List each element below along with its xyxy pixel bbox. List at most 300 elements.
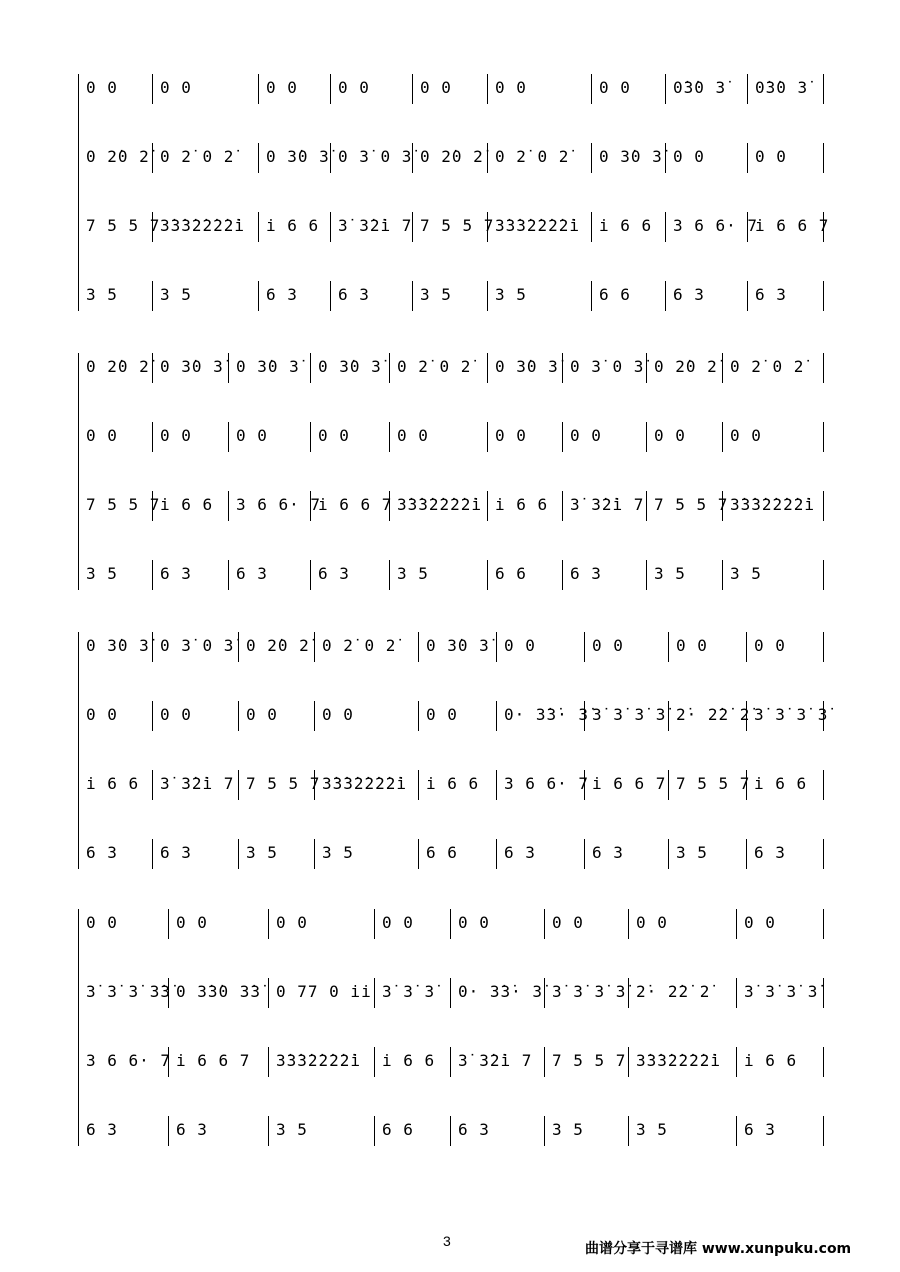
note-group: 0 0 <box>730 426 762 445</box>
note-group: 3 5 <box>636 1120 668 1139</box>
note-group: 0 0 <box>755 147 787 166</box>
bar-line <box>544 909 545 939</box>
measure <box>418 833 496 873</box>
measure <box>450 1110 544 1150</box>
note-group: i 6 6 <box>160 495 214 514</box>
note-group: 3̇ 3̇ 3̇ 3̇3̇ <box>86 982 172 1001</box>
measure <box>487 554 562 594</box>
note-group: 3 5 <box>276 1120 308 1139</box>
note-group: 0 0 <box>673 147 705 166</box>
bar-line <box>310 560 311 590</box>
measure <box>258 206 330 246</box>
measure <box>78 275 152 315</box>
measure <box>238 833 314 873</box>
measure <box>646 416 722 456</box>
measure <box>487 485 562 525</box>
measure <box>668 764 751 804</box>
measure <box>78 347 152 387</box>
measure <box>665 68 747 108</box>
note-group: 7 5 5 7 <box>420 216 495 235</box>
bar-line <box>736 909 737 939</box>
measure <box>487 137 591 177</box>
measure <box>418 626 496 666</box>
measure <box>584 833 668 873</box>
bar-line <box>628 909 629 939</box>
measure <box>389 347 487 387</box>
bar-line <box>152 422 153 452</box>
note-group: 6 3 <box>673 285 705 304</box>
bar-line-end <box>823 978 824 1008</box>
note-group: 3̇ 3̇ 3̇ 3̇ <box>744 982 819 1001</box>
bar-line <box>152 839 153 869</box>
note-group: 7 5 5 7 <box>86 216 161 235</box>
bar-line <box>412 212 413 242</box>
bar-line <box>330 74 331 104</box>
bar-line-end <box>823 560 824 590</box>
measure <box>152 137 258 177</box>
note-group: 6 3 <box>160 564 192 583</box>
bar-line-end <box>823 281 824 311</box>
bar-line <box>668 770 669 800</box>
measure <box>78 695 152 735</box>
measure <box>665 137 747 177</box>
measure <box>584 764 668 804</box>
bar-line <box>496 632 497 662</box>
note-group: 6 6 <box>599 285 631 304</box>
bar-line <box>562 491 563 521</box>
note-group: 0 0 <box>86 78 118 97</box>
bar-line <box>374 1116 375 1146</box>
bar-line <box>487 74 488 104</box>
bar-line <box>736 978 737 1008</box>
bar-line <box>628 1047 629 1077</box>
bar-line <box>418 770 419 800</box>
measure <box>628 972 736 1012</box>
bar-line <box>238 632 239 662</box>
bar-line <box>314 632 315 662</box>
bar-line-end <box>823 909 824 939</box>
bar-line <box>314 770 315 800</box>
bar-line-end <box>823 212 824 242</box>
note-group: 0 0 <box>86 426 118 445</box>
bar-line <box>152 632 153 662</box>
note-group: 0 3̇0 3̇ <box>599 147 663 166</box>
measure <box>78 416 152 456</box>
bar-line <box>450 1047 451 1077</box>
measure <box>746 626 823 666</box>
bar-line <box>310 353 311 383</box>
bar-line <box>722 491 723 521</box>
note-group: 0 0 <box>246 705 278 724</box>
bar-line <box>418 839 419 869</box>
bar-line <box>330 281 331 311</box>
measure <box>487 347 562 387</box>
note-group: 3̇ 3̇ 3̇ 3̇ <box>754 705 829 724</box>
measure <box>496 626 584 666</box>
bar-line <box>668 701 669 731</box>
note-group: 0 0 <box>236 426 268 445</box>
note-group: 3̇3̇3̇2̇2̇2̇2̇i <box>636 1051 722 1070</box>
measure <box>314 833 418 873</box>
note-group: 3̇ 3̇ 3̇ <box>382 982 436 1001</box>
note-group: 3 5 <box>322 843 354 862</box>
note-group: i 6 6 <box>744 1051 798 1070</box>
bar-line <box>314 701 315 731</box>
measure <box>591 206 665 246</box>
note-group: 3̇ 3̇ 3̇ 3̇ <box>552 982 627 1001</box>
note-group: 0 2̇0 2̇ <box>86 357 150 376</box>
staff-row <box>78 972 823 1012</box>
measure <box>152 485 228 525</box>
bar-line <box>374 978 375 1008</box>
bar-line <box>238 701 239 731</box>
measure <box>78 485 161 525</box>
measure <box>78 1110 168 1150</box>
measure <box>374 1110 450 1150</box>
bar-line <box>747 143 748 173</box>
bar-line <box>268 978 269 1008</box>
measure <box>736 972 823 1012</box>
note-group: 6 3 <box>458 1120 490 1139</box>
bar-line <box>152 491 153 521</box>
bar-line <box>722 353 723 383</box>
measure <box>389 416 487 456</box>
note-group: 0 2̇0 2̇ <box>86 147 150 166</box>
measure <box>228 416 310 456</box>
measure <box>487 416 562 456</box>
measure <box>628 1110 736 1150</box>
note-group: 3 5 <box>552 1120 584 1139</box>
note-group: i 6 6 <box>266 216 320 235</box>
bar-line <box>450 978 451 1008</box>
bar-line <box>746 701 747 731</box>
bar-line-end <box>823 74 824 104</box>
note-group: 3 5 <box>676 843 708 862</box>
note-group: 6 3 <box>504 843 536 862</box>
measure <box>668 833 746 873</box>
note-group: 0 0 <box>276 913 308 932</box>
note-group: 3̇ 3̇2̇i 7 <box>570 495 645 514</box>
measure <box>418 764 496 804</box>
note-group: 0 0 <box>654 426 686 445</box>
bar-line-end <box>823 839 824 869</box>
measure <box>152 764 238 804</box>
bar-line <box>722 422 723 452</box>
note-group: 0 0 <box>636 913 668 932</box>
measure <box>562 416 646 456</box>
bar-line <box>152 74 153 104</box>
note-group: 0· 3̇3̇· 3̇ <box>458 982 544 1001</box>
note-group: 0 0 <box>160 426 192 445</box>
bar-line <box>668 632 669 662</box>
measure <box>152 347 228 387</box>
note-group: 0 0 <box>86 705 118 724</box>
bar-line <box>228 353 229 383</box>
measure <box>747 206 830 246</box>
bar-line <box>746 839 747 869</box>
bar-line <box>584 632 585 662</box>
note-group: 0 3̇3̇0 3̇3̇ <box>176 982 262 1001</box>
bar-line <box>562 560 563 590</box>
measure <box>746 695 829 735</box>
measure <box>747 68 823 108</box>
page-number: 3 <box>443 1233 451 1249</box>
staff-row <box>78 626 823 666</box>
measure <box>330 206 412 246</box>
bar-line <box>747 281 748 311</box>
note-group: 3̇ 3̇2̇i 7 <box>338 216 413 235</box>
bar-line <box>152 212 153 242</box>
measure <box>152 68 258 108</box>
measure <box>389 485 487 525</box>
bar-line <box>646 353 647 383</box>
bar-line <box>665 143 666 173</box>
bar-line <box>450 1116 451 1146</box>
measure <box>310 416 389 456</box>
measure <box>450 903 544 943</box>
note-group: 0 77 0 ii <box>276 982 372 1001</box>
bar-line <box>268 1047 269 1077</box>
staff-row <box>78 1041 823 1081</box>
note-group: 6 6 <box>495 564 527 583</box>
note-group: 0 0 <box>599 78 631 97</box>
measure <box>314 764 418 804</box>
note-group: 3 5 <box>86 285 118 304</box>
bar-line <box>668 839 669 869</box>
bar-line <box>228 491 229 521</box>
bar-line-end <box>823 491 824 521</box>
bar-line <box>238 770 239 800</box>
note-group: 3 5 <box>730 564 762 583</box>
bar-line <box>747 212 748 242</box>
note-group: 0 0 <box>160 78 192 97</box>
measure <box>450 1041 544 1081</box>
measure <box>591 137 665 177</box>
note-group: i 6 6 <box>426 774 480 793</box>
measure <box>665 275 747 315</box>
bar-line <box>258 281 259 311</box>
measure <box>544 903 628 943</box>
note-group: i 6 6 7 <box>176 1051 251 1070</box>
measure <box>78 1041 172 1081</box>
note-group: 3̇3̇3̇2̇2̇2̇2̇i <box>495 216 581 235</box>
note-group: 3 5 <box>160 285 192 304</box>
bar-line <box>374 909 375 939</box>
bar-line <box>584 770 585 800</box>
measure <box>736 1110 823 1150</box>
measure <box>722 485 823 525</box>
bar-line <box>746 770 747 800</box>
bar-line <box>412 143 413 173</box>
note-group: 0· 3̇3̇· 3̇ <box>504 705 590 724</box>
measure <box>268 1110 374 1150</box>
note-group: 6 3 <box>86 1120 118 1139</box>
note-group: 0 0 <box>504 636 536 655</box>
note-group: 0 2̇0 2̇ <box>420 147 484 166</box>
note-group: 3 6 6· 7 <box>504 774 590 793</box>
bar-line <box>152 560 153 590</box>
note-group: 3 5 <box>86 564 118 583</box>
note-group: 0 0 <box>426 705 458 724</box>
bar-line <box>389 422 390 452</box>
note-group: 6 3 <box>570 564 602 583</box>
measure <box>374 903 450 943</box>
measure <box>722 347 823 387</box>
bar-line <box>487 353 488 383</box>
note-group: 2̇· 2̇2̇ 2̇ <box>676 705 751 724</box>
measure <box>646 554 722 594</box>
note-group: 3̇ 3̇2̇i 7 <box>160 774 235 793</box>
measure <box>258 137 330 177</box>
measure <box>238 626 314 666</box>
note-group: 0 0 <box>176 913 208 932</box>
bar-line <box>412 74 413 104</box>
note-group: 0 0 <box>495 78 527 97</box>
note-group: 0 0 <box>495 426 527 445</box>
bar-line <box>584 701 585 731</box>
note-group: 3̇3̇3̇2̇2̇2̇2̇i <box>160 216 246 235</box>
note-group: 3̇ 3̇ 3̇ 3̇ <box>592 705 667 724</box>
measure <box>389 554 487 594</box>
bar-line <box>496 770 497 800</box>
measure <box>722 554 823 594</box>
staff-row <box>78 206 830 246</box>
bar-line <box>747 74 748 104</box>
note-group: 6 6 <box>382 1120 414 1139</box>
note-group: 0 3̇ 0 3̇ <box>160 636 235 655</box>
measure <box>168 972 268 1012</box>
measure <box>78 68 152 108</box>
note-group: 0 0 <box>397 426 429 445</box>
measure <box>562 347 646 387</box>
measure <box>747 137 823 177</box>
bar-line <box>544 978 545 1008</box>
bar-line <box>487 560 488 590</box>
note-group: 3 5 <box>420 285 452 304</box>
staff-row <box>78 833 823 873</box>
staff-row <box>78 416 823 456</box>
bar-line <box>258 143 259 173</box>
note-group: 3̇3̇3̇2̇2̇2̇2̇i <box>397 495 483 514</box>
staff-row <box>78 1110 823 1150</box>
bar-line-end <box>823 1047 824 1077</box>
bar-line-end <box>823 1116 824 1146</box>
bar-line <box>152 770 153 800</box>
measure <box>258 68 330 108</box>
note-group: 0 2̇0 2̇ <box>246 636 310 655</box>
note-group: 6 3 <box>754 843 786 862</box>
note-group: 0 2̇0 2̇ <box>654 357 718 376</box>
measure <box>487 206 591 246</box>
measure <box>152 554 228 594</box>
note-group: 0 0 <box>570 426 602 445</box>
note-group: 0 3̇ 0 3̇ <box>338 147 413 166</box>
measure <box>238 764 321 804</box>
measure <box>584 626 668 666</box>
measure <box>450 972 544 1012</box>
measure <box>152 833 238 873</box>
bar-line <box>646 560 647 590</box>
note-group: 0 2̇ 0 2̇ <box>730 357 805 376</box>
measure <box>168 1110 268 1150</box>
bar-line <box>487 491 488 521</box>
bar-line <box>591 212 592 242</box>
measure <box>544 1041 628 1081</box>
bar-line <box>228 422 229 452</box>
note-group: 2̇· 2̇2̇ 2̇ <box>636 982 711 1001</box>
bar-line <box>450 909 451 939</box>
measure <box>722 416 823 456</box>
bar-line <box>487 281 488 311</box>
note-group: 0 0 <box>676 636 708 655</box>
note-group: 0 2̇ 0 2̇ <box>397 357 472 376</box>
measure <box>78 764 152 804</box>
bar-line <box>168 978 169 1008</box>
bar-line <box>646 491 647 521</box>
measure <box>418 695 496 735</box>
measure <box>228 554 310 594</box>
measure <box>78 903 168 943</box>
measure <box>310 554 389 594</box>
note-group: 0 2̇ 0 2̇ <box>160 147 235 166</box>
bar-line <box>168 909 169 939</box>
note-group: 0 0 <box>86 913 118 932</box>
measure <box>228 485 322 525</box>
note-group: 3 5 <box>397 564 429 583</box>
measure <box>152 275 258 315</box>
measure <box>496 764 590 804</box>
bar-line-end <box>823 770 824 800</box>
measure <box>152 626 238 666</box>
bar-line <box>412 281 413 311</box>
note-group: 6 3 <box>160 843 192 862</box>
note-group: 3 5 <box>654 564 686 583</box>
staff-row <box>78 695 829 735</box>
note-group: 7 5 5 7 <box>654 495 729 514</box>
note-group: 3̇3̇3̇2̇2̇2̇2̇i <box>276 1051 362 1070</box>
measure <box>747 275 823 315</box>
bar-line <box>736 1047 737 1077</box>
bar-line <box>722 560 723 590</box>
note-group: 0 0 <box>160 705 192 724</box>
measure <box>412 275 487 315</box>
note-group: 0̇3̇0 3̇ <box>755 78 809 97</box>
measure <box>544 1110 628 1150</box>
note-group: 0 0 <box>754 636 786 655</box>
bar-line <box>736 1116 737 1146</box>
bar-line <box>746 632 747 662</box>
measure <box>668 695 751 735</box>
measure <box>412 68 487 108</box>
bar-line <box>418 632 419 662</box>
bar-line <box>487 422 488 452</box>
note-group: 6 3 <box>318 564 350 583</box>
measure <box>330 275 412 315</box>
bar-line <box>646 422 647 452</box>
note-group: 6 6 <box>426 843 458 862</box>
measure <box>330 137 412 177</box>
note-group: 0 0 <box>744 913 776 932</box>
note-group: 6 3 <box>86 843 118 862</box>
measure <box>168 1041 268 1081</box>
note-group: 3 5 <box>246 843 278 862</box>
staff-row <box>78 764 823 804</box>
bar-line <box>496 839 497 869</box>
bar-line <box>584 839 585 869</box>
note-group: 0 3̇0 3̇ <box>318 357 382 376</box>
note-group: 0̇3̇0 3̇ <box>673 78 727 97</box>
note-group: 0 3̇0 3̇ <box>236 357 300 376</box>
